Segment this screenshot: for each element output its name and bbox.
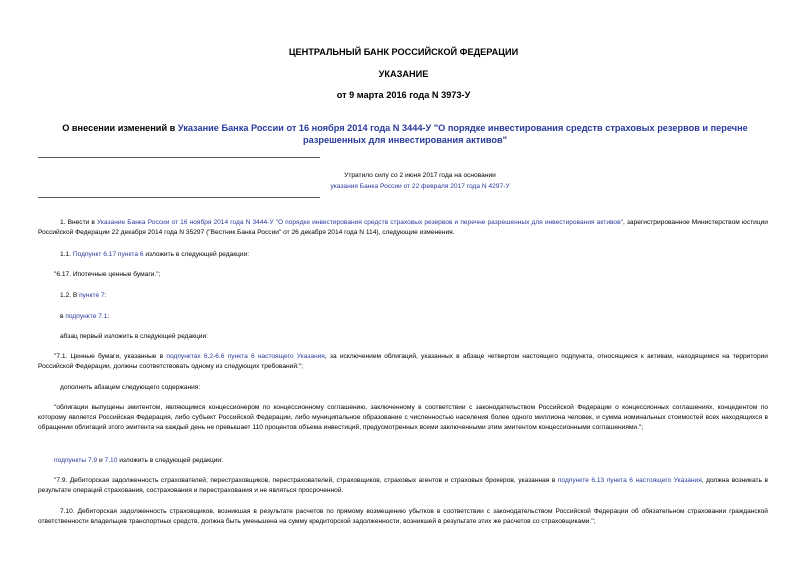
paragraph-1-2 xyxy=(38,291,768,301)
paragraph-abz: абзац первый изложить в следующей редакции: xyxy=(60,333,208,340)
lost-force-note xyxy=(320,170,520,192)
lost-force-link[interactable]: указания Банка России от 22 февраля 2017 года N 4297-У xyxy=(330,183,510,190)
text: в xyxy=(60,313,66,320)
text: "7.9. Дебиторская задолженность страхователей, перестраховщиков, перестрахователей, страховщиков, страховых агентов и страховых брокеров, указанная в xyxy=(54,477,558,484)
paragraph-1-1 xyxy=(38,250,768,260)
paragraph-in-7-1 xyxy=(38,312,768,322)
paragraph-1 xyxy=(38,218,768,238)
text: , за исключением облигаций, указанных в абзаце четвертом настоящего подпункта, относящиеся к активам, находящимся на территории Российской Федерации, должны соответствовать одному из следующих требований:"; xyxy=(38,353,768,370)
title-prefix: О внесении изменений в xyxy=(62,123,178,133)
paragraph-subpoints xyxy=(38,456,768,466)
text: 1. Внести в xyxy=(60,219,97,226)
text: : xyxy=(107,313,110,320)
paragraph-obligations: "облигации выпущены эмитентом, являющимся концессионером по концессионному соглашению, заключенному в соответствии с законодательством Российской Федерации о концессионных соглашениях, концедентом по которому является Российская Федерация, либо субъект Российской Федерации, либо муниципальное образование с численностью населения более одного миллиона человек, и сумма номинальных стоимостей всех находящихся в обращении облигаций этого эмитента на каждый день не превышает 110 процентов объема инвестиций, предусмотренных всеми заключенными этим эмитентом концессионными соглашениями."; xyxy=(38,404,768,431)
issuer-heading: ЦЕНТРАЛЬНЫЙ БАНК РОССИЙСКОЙ ФЕДЕРАЦИИ xyxy=(288,47,519,57)
divider xyxy=(38,197,320,198)
p-in-link[interactable]: подпункте 7.1 xyxy=(65,313,108,320)
p-sub-link-2[interactable]: 7.10 xyxy=(104,457,118,464)
text: изложить в следующей редакции: xyxy=(117,457,223,464)
text: 1.1. xyxy=(60,251,73,258)
text: "7.1. Ценные бумаги, указанные в xyxy=(54,353,167,360)
divider xyxy=(38,157,320,158)
paragraph-6-17: "6.17. Ипотечные ценные бумаги."; xyxy=(54,271,161,278)
lost-force-text: Утратило силу со 2 июня 2017 года на основании xyxy=(344,172,496,179)
text: , должна возникать в результате операций страхования, сострахования и перестрахования и не являться просроченной. xyxy=(38,477,768,494)
text: , зарегистрированное Министерством юстиции Российской Федерации 22 декабря 2014 года N 35297 ("Вестник Банка России" от 26 декабря 2014 года N 114), следующие изменения. xyxy=(38,219,768,236)
text: и xyxy=(97,457,105,464)
p71-link[interactable]: подпунктах 6.2-6.6 пункта 6 настоящего Указания xyxy=(166,353,325,360)
p12-link[interactable]: пункте 7 xyxy=(79,292,105,299)
text: изложить в следующей редакции: xyxy=(143,251,250,258)
p79-link[interactable]: подпункте 6.13 пункта 6 настоящего Указания xyxy=(557,477,702,484)
p1-link[interactable]: Указание Банка России от 16 ноября 2014 года N 3444-У "О порядке инвестирования средств страховых резервов и перечне разрешенных для инвестирования активов" xyxy=(96,219,623,226)
paragraph-add: дополнить абзацем следующего содержания: xyxy=(60,384,201,391)
paragraph-7-9 xyxy=(38,476,768,496)
p11-link[interactable]: Подпункт 6.17 пункта 6 xyxy=(72,251,144,258)
document-type: УКАЗАНИЕ xyxy=(378,69,429,79)
p-sub-link-1[interactable]: подпункты 7.9 xyxy=(54,457,98,464)
paragraph-7-10: 7.10. Дебиторская задолженность страховщиков, возникшая в результате расчетов по прямому возмещению убытков в соответствии с законодательством Российской Федерации об обязательном страховании гражданской ответственности владельцев транспортных средств, должна быть уменьшена на сумму кредиторской задолженности, возникшей в результате этих же расчетов со страховщиками."; xyxy=(38,508,768,525)
text: 1.2. В xyxy=(60,292,80,299)
title-link[interactable]: Указание Банка России от 16 ноября 2014 года N 3444-У "О порядке инвестирования средств страховых резервов и перечне разрешенных для инвестирования активов" xyxy=(177,123,748,145)
paragraph-7-1 xyxy=(38,352,768,372)
text: : xyxy=(104,292,107,299)
document-date-number: от 9 марта 2016 года N 3973-У xyxy=(336,90,471,100)
document-title xyxy=(30,122,780,146)
